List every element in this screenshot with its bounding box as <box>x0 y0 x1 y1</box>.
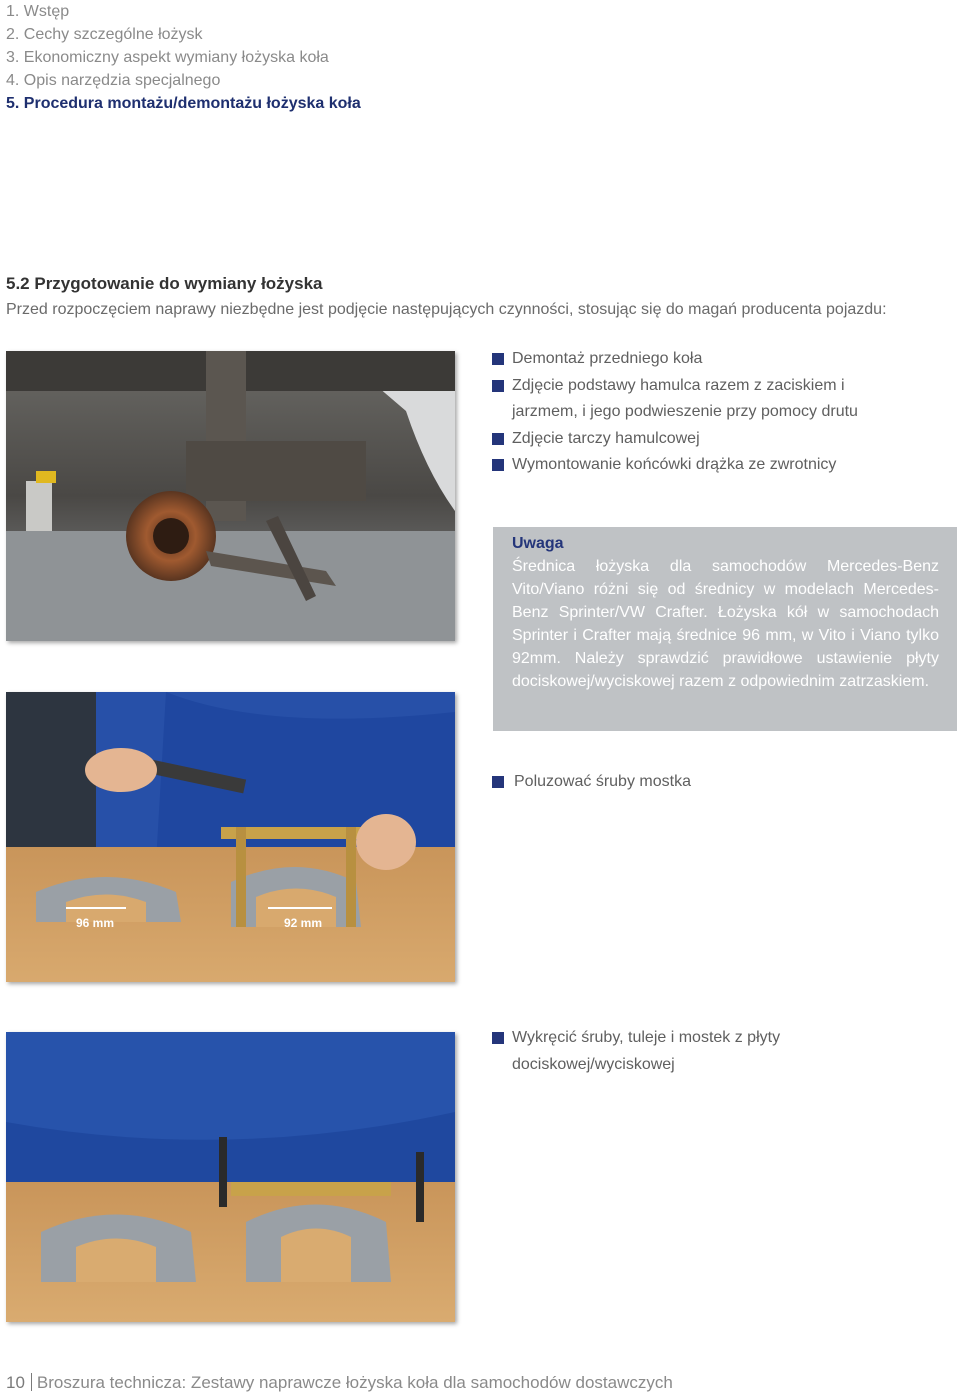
toc-item[interactable]: 1. Wstęp <box>6 3 70 20</box>
footer-title: Broszura technicza: Zestawy naprawcze łożyska koła dla samochodów dostawczych <box>36 1373 673 1392</box>
list-item: Wymontowanie końcówki drążka ze zwrotnicy <box>492 452 912 479</box>
list-item: Zdjęcie podstawy hamulca razem z zaciskiem i jarzmem, i jego podwieszenie przy pomocy drutu <box>492 373 912 426</box>
bullet-square-icon <box>492 353 504 365</box>
section-title: 5.2 Przygotowanie do wymiany łożyska <box>6 274 323 293</box>
bullet-square-icon <box>492 459 504 471</box>
photo-wheel-hub <box>6 351 455 641</box>
steps-list-preparation <box>492 346 912 479</box>
toc-item[interactable]: 3. Ekonomiczny aspekt wymiany łożyska koła <box>6 49 329 66</box>
toc-item[interactable]: 2. Cechy szczególne łożysk <box>6 26 203 43</box>
list-item: Wykręcić śruby, tuleje i mostek z płyty dociskowej/wyciskowej <box>492 1025 940 1078</box>
diameter-label-96: 96 mm <box>75 916 115 930</box>
toc-item-active[interactable]: 5. Procedura montażu/demontażu łożyska koła <box>6 95 361 112</box>
bullet-square-icon <box>492 380 504 392</box>
footer-divider <box>31 1373 32 1391</box>
list-item: Demontaż przedniego koła <box>492 346 912 373</box>
bullet-square-icon <box>492 776 504 788</box>
photo-remove-bridge <box>6 1032 455 1322</box>
list-item: Poluzować śruby mostka <box>492 769 932 796</box>
section-intro: Przed rozpoczęciem naprawy niezbędne jest podjęcie następujących czynności, stosując się do magań producenta pojazdu: <box>6 301 887 318</box>
table-of-contents <box>6 0 361 115</box>
list-item: Zdjęcie tarczy hamulcowej <box>492 426 912 453</box>
note-heading: Uwaga <box>512 535 564 552</box>
page-footer <box>6 1373 673 1393</box>
toc-item[interactable]: 4. Opis narzędzia specjalnego <box>6 72 221 89</box>
steps-list-loosen <box>492 769 932 796</box>
note-box <box>493 527 957 731</box>
bullet-square-icon <box>492 1032 504 1044</box>
photo-loosen-bolts <box>6 692 455 982</box>
bullet-square-icon <box>492 433 504 445</box>
note-text: Średnica łożyska dla samochodów Mercedes-Benz Vito/Viano różni się od średnicy w modelach Mercedes-Benz Sprinter/VW Crafter. Łożyska kół w samochodach Sprinter i Crafter mają średnice 96 mm, w Vito i Viano tylko 92mm. Należy sprawdzić prawidłowe ustawienie płyty dociskowej/wyciskowej razem z odpowiednim zatrzaskiem. <box>512 558 939 690</box>
diameter-label-92: 92 mm <box>283 916 323 930</box>
steps-list-remove <box>492 1025 940 1078</box>
page-number: 10 <box>6 1373 25 1392</box>
